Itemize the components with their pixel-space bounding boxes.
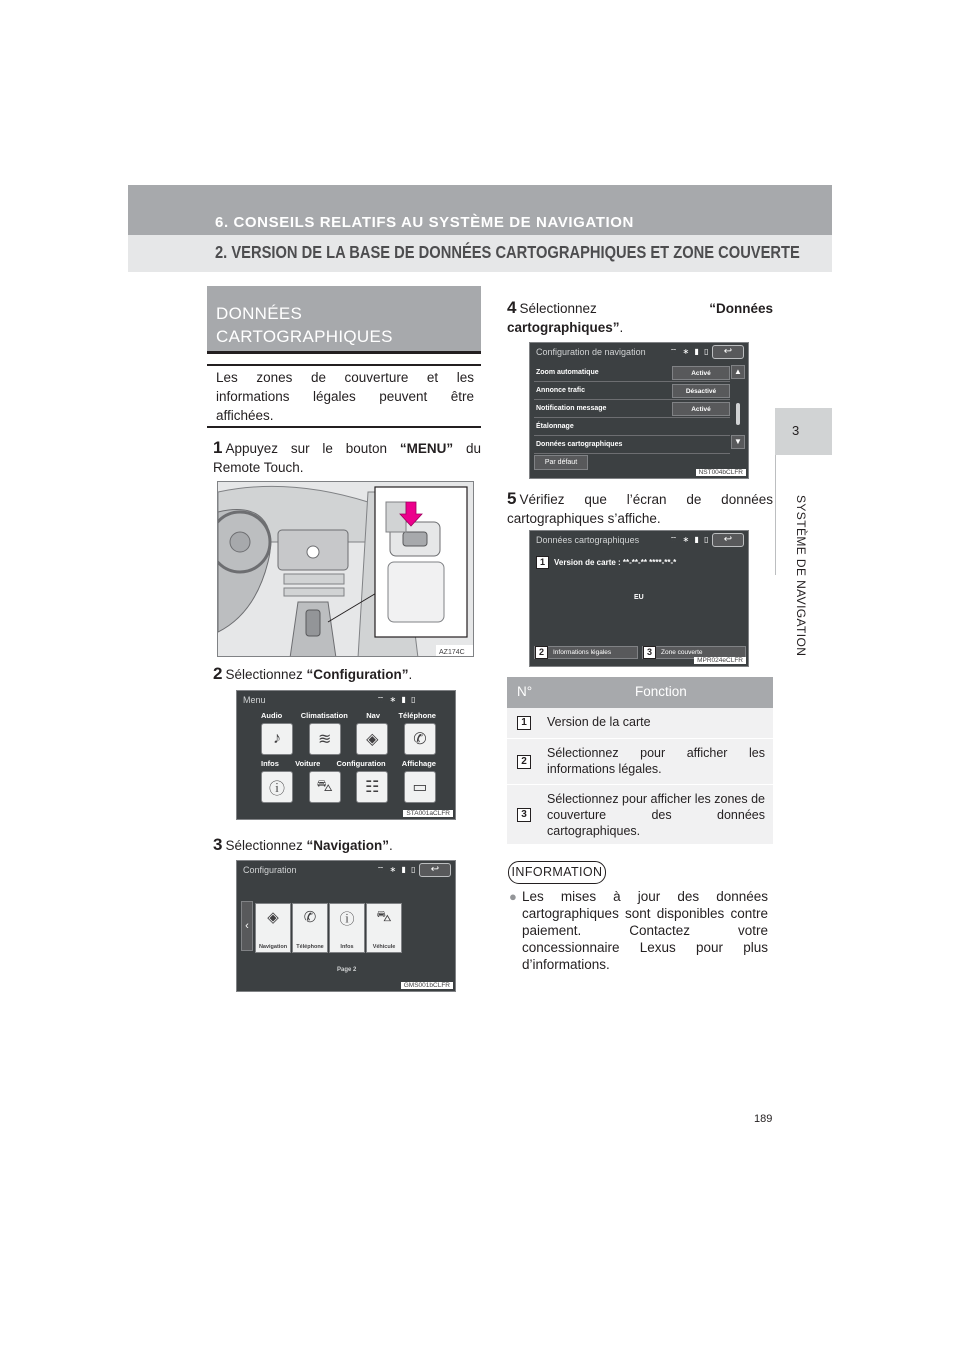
page-indicator: Page 2	[337, 967, 357, 973]
chevron-left-icon: ‹	[241, 901, 253, 951]
nav-row-map-data: Données cartographiques	[534, 437, 730, 454]
climate-icon: ≋	[309, 723, 341, 755]
chapter-tab	[775, 408, 832, 455]
nav-row-notification: Notification message Activé	[534, 401, 730, 418]
section-heading: DONNÉES CARTOGRAPHIQUES	[216, 304, 393, 346]
status-icons: ⌔ ∗ ▮ ▯	[376, 865, 417, 874]
back-icon: ↩	[419, 863, 451, 877]
config-tile-navigation: ◈ Navigation	[255, 903, 291, 953]
chapter-tab-number: 3	[792, 423, 800, 438]
screen-title: Configuration	[243, 865, 297, 875]
car-icon: ⛍	[309, 771, 341, 803]
nav-row-traffic: Annonce trafic Désactivé	[534, 383, 730, 400]
audio-icon: ♪	[261, 723, 293, 755]
row-marker: 3	[517, 808, 531, 822]
settings-icon: ☷	[356, 771, 388, 803]
menu-screen	[236, 690, 456, 820]
table-row: 1 Version de la carte	[507, 708, 773, 739]
step-number: 4	[507, 298, 517, 317]
step-1: 1 Appuyez sur le bouton “MENU” du Remote Touch.	[213, 438, 481, 475]
config-tile-phone: ✆ Téléphone	[292, 903, 328, 953]
table-header: N° Fonction	[507, 677, 773, 708]
section-title: 6. CONSEILS RELATIFS AU SYSTÈME DE NAVIGATION	[215, 214, 634, 231]
nav-row-calibration: Étalonnage	[534, 419, 730, 436]
scrollbar	[731, 365, 745, 449]
table-row: 3 Sélectionnez pour afficher les zones de couverture des données cartographiques.	[507, 785, 773, 845]
image-code: MPR024eCLFR	[694, 657, 746, 664]
phone-icon: ✆	[303, 909, 317, 926]
status-icons: ⌔ ∗ ▮ ▯	[669, 347, 710, 356]
scroll-up-icon: ▲	[731, 365, 745, 379]
dashboard-drawing	[218, 482, 474, 657]
nav-icon: ◈	[356, 723, 388, 755]
table-row: 2 Sélectionnez pour afficher les informations légales.	[507, 739, 773, 785]
row-marker: 1	[517, 716, 531, 730]
screen-title: Données cartographiques	[536, 535, 640, 545]
information-text: ● Les mises à jour des données cartographiques sont disponibles contre paiement. Contactez votre concessionnaire Lexus pour plus d’informations.	[509, 889, 768, 972]
menu-tiles-row1	[261, 723, 436, 755]
info-icon: ⓘ	[261, 771, 293, 803]
map-data-screen	[529, 530, 749, 667]
car-icon: ⛍	[376, 908, 392, 925]
map-version: Version de carte : **-**-** ****-**-*	[554, 558, 677, 567]
bullet-icon: ●	[509, 889, 517, 904]
navigation-settings-screen	[529, 342, 749, 479]
info-icon: ⓘ	[339, 911, 355, 928]
chapter-tab-label: SYSTÈME DE NAVIGATION	[794, 495, 808, 657]
step-number: 1	[213, 438, 223, 457]
step-5: 5 Vérifiez que l’écran de données cartographiques s’affiche.	[507, 489, 773, 526]
back-icon: ↩	[712, 345, 744, 359]
intro-text: Les zones de couverture et les informations légales peuvent être affichées.	[216, 370, 474, 423]
page-number: 189	[754, 1113, 773, 1125]
step-2: 2 Sélectionnez “Configuration”.	[213, 664, 413, 683]
callout-marker-3: 3	[643, 646, 656, 659]
screen-title: Menu	[243, 695, 266, 705]
image-code: STA001aCLFR	[403, 810, 453, 817]
information-label: INFORMATION	[508, 861, 606, 884]
legal-info-button: Informations légales	[534, 646, 638, 659]
menu-labels-row2: Infos Voiture Configuration Affichage	[261, 759, 436, 768]
nav-icon: ◈	[267, 909, 279, 926]
step-4: 4 Sélectionnez “Données cartographiques”.	[507, 298, 773, 335]
screen-title: Configuration de navigation	[536, 347, 646, 357]
config-tile-vehicle: ⛍ Véhicule	[366, 903, 402, 953]
default-button: Par défaut	[534, 455, 588, 470]
scroll-down-icon: ▼	[731, 435, 745, 449]
menu-labels-row1: Audio Climatisation Nav Téléphone	[261, 711, 436, 720]
nav-row-zoom: Zoom automatique Activé	[534, 365, 730, 382]
dashboard-illustration	[217, 481, 474, 657]
back-icon: ↩	[712, 533, 744, 547]
callout-marker-2: 2	[535, 646, 548, 659]
step-number: 2	[213, 664, 223, 683]
row-marker: 2	[517, 755, 531, 769]
phone-icon: ✆	[404, 723, 436, 755]
step-number: 5	[507, 489, 517, 508]
callout-marker-1: 1	[536, 556, 549, 569]
display-icon: ▭	[404, 771, 436, 803]
image-code: GMS001bCLFR	[401, 982, 453, 989]
coverage-zone-button: Zone couverte	[642, 646, 746, 659]
config-tiles	[255, 903, 402, 953]
config-tile-info: ⓘ Infos	[329, 903, 365, 953]
status-icons: ⌔ ∗ ▮ ▯	[669, 535, 710, 544]
chapter-title: 2. VERSION DE LA BASE DE DONNÉES CARTOGRAPHIQUES ET ZONE COUVERTE	[215, 242, 800, 262]
side-divider	[775, 455, 776, 575]
image-code: AZ174C	[439, 649, 465, 656]
step-number: 3	[213, 835, 223, 854]
menu-tiles-row2	[261, 771, 436, 803]
function-table	[507, 677, 773, 845]
config-screen	[236, 860, 456, 992]
image-code: NST004bCLFR	[696, 469, 746, 476]
status-icons: ⌔ ∗ ▮ ▯	[376, 695, 417, 704]
scroll-thumb	[736, 403, 740, 425]
step-3: 3 Sélectionnez “Navigation”.	[213, 835, 393, 854]
map-region: EU	[634, 594, 644, 601]
